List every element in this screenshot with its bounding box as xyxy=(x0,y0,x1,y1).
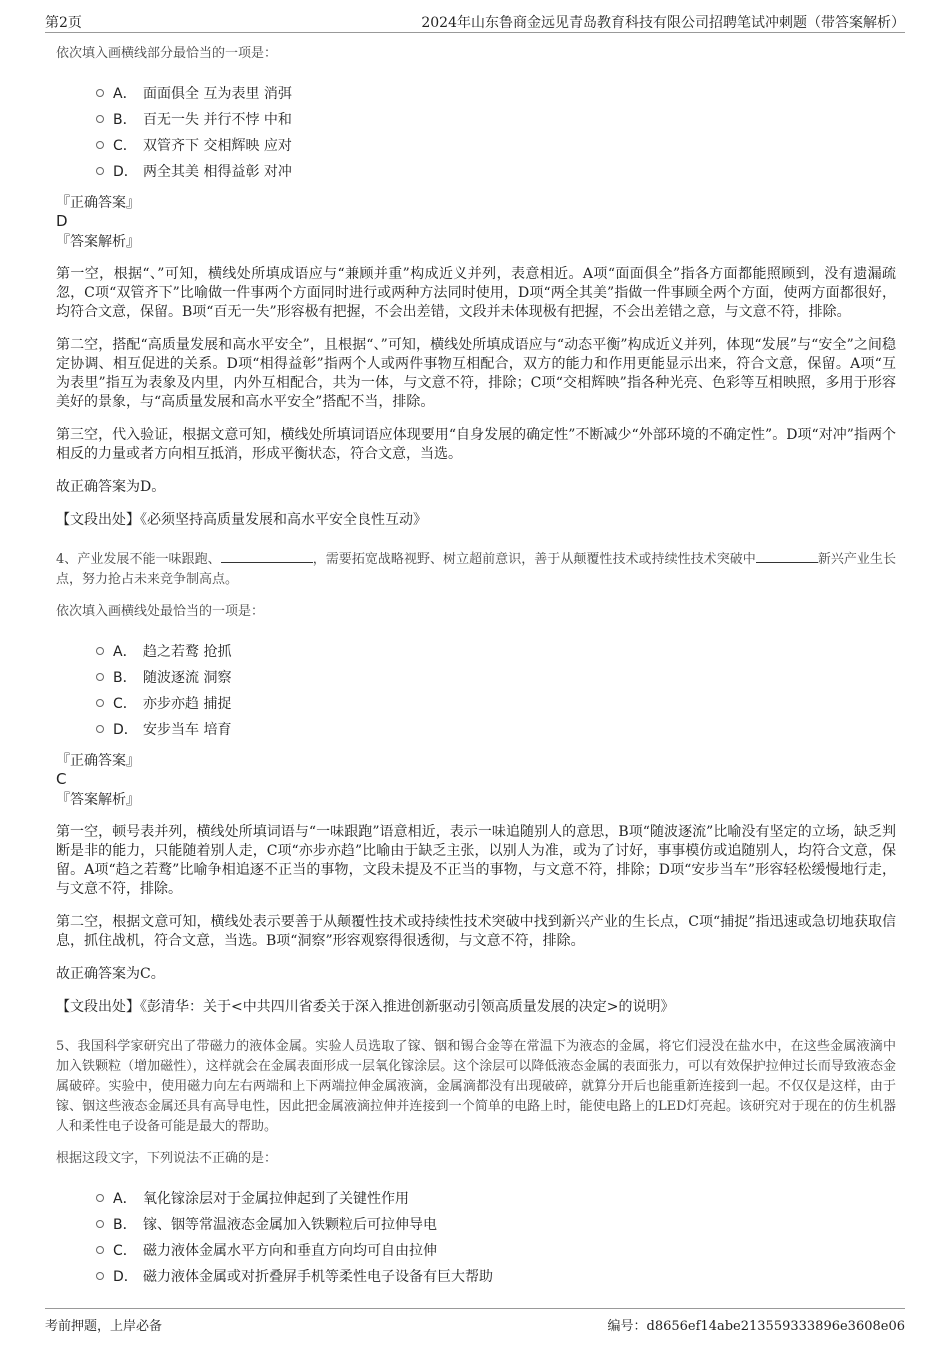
q5-option-a[interactable]: A． 氧化镓涂层对于金属拉伸起到了关键性作用 xyxy=(96,1185,896,1211)
q4-conclusion: 故正确答案为C。 xyxy=(56,966,165,982)
q3-option-b[interactable]: B． 百无一失 并行不悖 中和 xyxy=(96,106,896,132)
q5-option-c[interactable]: C． 磁力液体金属水平方向和垂直方向均可自由拉伸 xyxy=(96,1237,896,1263)
q3-analysis-label: 『答案解析』 xyxy=(56,234,140,250)
q4-stem: 4、产业发展不能一味跟跑、 ，需要拓宽战略视野、树立超前意识，善于从颠覆性技术或持续性技术突破中 新兴产业生长点，努力抢占未来竞争制高点。 xyxy=(56,552,896,587)
q3-prompt: 依次填入画横线部分最恰当的一项是： xyxy=(56,46,278,61)
q3-source: 【文段出处】《必须坚持高质量发展和高水平安全良性互动》 xyxy=(56,512,427,528)
q4-options xyxy=(96,638,896,742)
q5-options xyxy=(96,1185,896,1289)
document-code: 编号：d8656ef14abe213559333896e3608e06 xyxy=(607,1319,905,1334)
q3-option-a[interactable]: A． 面面俱全 互为表里 消弭 xyxy=(96,80,896,106)
radio-icon[interactable] xyxy=(96,141,104,149)
q4-answer-label: 『正确答案』 xyxy=(56,753,140,769)
q4-option-c[interactable]: C． 亦步亦趋 捕捉 xyxy=(96,690,896,716)
q4-analysis-label: 『答案解析』 xyxy=(56,792,140,808)
page-footer xyxy=(45,1308,905,1333)
q3-options xyxy=(96,80,896,184)
radio-icon[interactable] xyxy=(96,699,104,707)
footer-slogan: 考前押题，上岸必备 xyxy=(45,1319,163,1334)
radio-icon[interactable] xyxy=(96,1246,104,1254)
q3-analysis-2: 第二空，搭配“高质量发展和高水平安全”，且根据“、”可知，横线处所填成语应与“动态平衡”构成近义并列，体现“发展”与“安全”之间稳定协调、相互促进的关系。D项“相得益彰”指两个人或两件事物互相配合，双方的能力和作用更能显示出来，符合文意，保留。A项“互为表里”指互为表象及内里，内外互相配合，共为一体，与文意不符，排除；C项“交相辉映”指各种光亮、色彩等互相映照，多用于形容美好的景象，与“高质量发展和高水平安全”搭配不当，排除。 xyxy=(56,337,896,410)
radio-icon[interactable] xyxy=(96,115,104,123)
q4-source: 【文段出处】《彭清华：关于<中共四川省委关于深入推进创新驱动引领高质量发展的决定>的说明》 xyxy=(56,999,675,1015)
q4-analysis-2: 第二空，根据文意可知，横线处表示要善于从颠覆性技术或持续性技术突破中找到新兴产业的生长点，C项“捕捉”指迅速或急切地获取信息，抓住战机，符合文意，当选。B项“洞察”形容观察得很透彻，与文意不符，排除。 xyxy=(56,914,896,949)
q4-option-b[interactable]: B． 随波逐流 洞察 xyxy=(96,664,896,690)
q3-analysis-3: 第三空，代入验证，根据文意可知，横线处所填词语应体现要用“自身发展的确定性”不断减少“外部环境的不确定性”。D项“对冲”指两个相反的力量或者方向相互抵消，形成平衡状态，符合文意，当选。 xyxy=(56,427,896,462)
radio-icon[interactable] xyxy=(96,1272,104,1280)
q3-conclusion: 故正确答案为D。 xyxy=(56,479,166,495)
q3-option-c[interactable]: C． 双管齐下 交相辉映 应对 xyxy=(96,132,896,158)
radio-icon[interactable] xyxy=(96,1194,104,1202)
page-content xyxy=(56,44,896,1289)
radio-icon[interactable] xyxy=(96,725,104,733)
document-title: 2024年山东鲁商金远见青岛教育科技有限公司招聘笔试冲刺题（带答案解析） xyxy=(421,15,905,31)
page-number: 第2页 xyxy=(45,15,82,31)
radio-icon[interactable] xyxy=(96,673,104,681)
q5-stem: 5、我国科学家研究出了带磁力的液体金属。实验人员选取了镓、铟和锡合金等在常温下为液态的金属，将它们浸没在盐水中，在这些金属液滴中加入铁颗粒（增加磁性），这样就会在金属表面形成一层氧化镓涂层。这个涂层可以降低液态金属的表面张力，可以有效保护拉伸过长而导致液态金属破碎。实验中，使用磁力向左右两端和上下两端拉伸金属液滴，金属滴都没有出现破碎，就算分开后也能重新连接到一起。不仅仅是这样，由于镓、铟这些液态金属还具有高导电性，因此把金属液滴拉伸并连接到一个简单的电路上时，能使电路上的LED灯亮起。该研究对于现在的仿生机器人和柔性电子设备可能是最大的帮助。 xyxy=(56,1039,896,1134)
page-header xyxy=(45,10,905,33)
q3-analysis-1: 第一空，根据“、”可知，横线处所填成语应与“兼顾并重”构成近义并列，表意相近。A项“面面俱全”指各方面都能照顾到，没有遗漏疏忽，C项“双管齐下”比喻做一件事两个方面同时进行或两种方法同时使用，D项“两全其美”指做一件事顾全两个方面，使两方面都很好，均符合文意，保留。B项“百无一失”形容极有把握，不会出差错，文段并未体现极有把握，不会出差错之意，与文意不符，排除。 xyxy=(56,266,896,320)
radio-icon[interactable] xyxy=(96,647,104,655)
q4-answer: C xyxy=(56,770,67,788)
radio-icon[interactable] xyxy=(96,167,104,175)
q5-prompt: 根据这段文字，下列说法不正确的是： xyxy=(56,1151,278,1166)
q5-option-b[interactable]: B． 镓、铟等常温液态金属加入铁颗粒后可拉伸导电 xyxy=(96,1211,896,1237)
q3-option-d[interactable]: D． 两全其美 相得益彰 对冲 xyxy=(96,158,896,184)
radio-icon[interactable] xyxy=(96,89,104,97)
q5-option-d[interactable]: D． 磁力液体金属或对折叠屏手机等柔性电子设备有巨大帮助 xyxy=(96,1263,896,1289)
q4-option-a[interactable]: A． 趋之若鹜 抢抓 xyxy=(96,638,896,664)
answer-blank xyxy=(756,550,818,563)
answer-blank xyxy=(221,550,313,563)
q3-answer-label: 『正确答案』 xyxy=(56,195,140,211)
radio-icon[interactable] xyxy=(96,1220,104,1228)
q4-analysis-1: 第一空，顿号表并列，横线处所填词语与“一味跟跑”语意相近，表示一味追随别人的意思，B项“随波逐流”比喻没有坚定的立场，缺乏判断是非的能力，只能随着别人走，C项“亦步亦趋”比喻由于缺乏主张，以别人为准，或为了讨好，事事模仿或追随别人，均符合文意，保留。A项“趋之若鹜”比喻争相追逐不正当的事物，文段未提及不正当的事物，与文意不符，排除；D项“安步当车”形容轻松缓慢地行走，与文意不符，排除。 xyxy=(56,824,896,897)
q4-prompt: 依次填入画横线处最恰当的一项是： xyxy=(56,604,265,619)
q3-answer: D xyxy=(56,212,68,230)
q4-option-d[interactable]: D． 安步当车 培育 xyxy=(96,716,896,742)
